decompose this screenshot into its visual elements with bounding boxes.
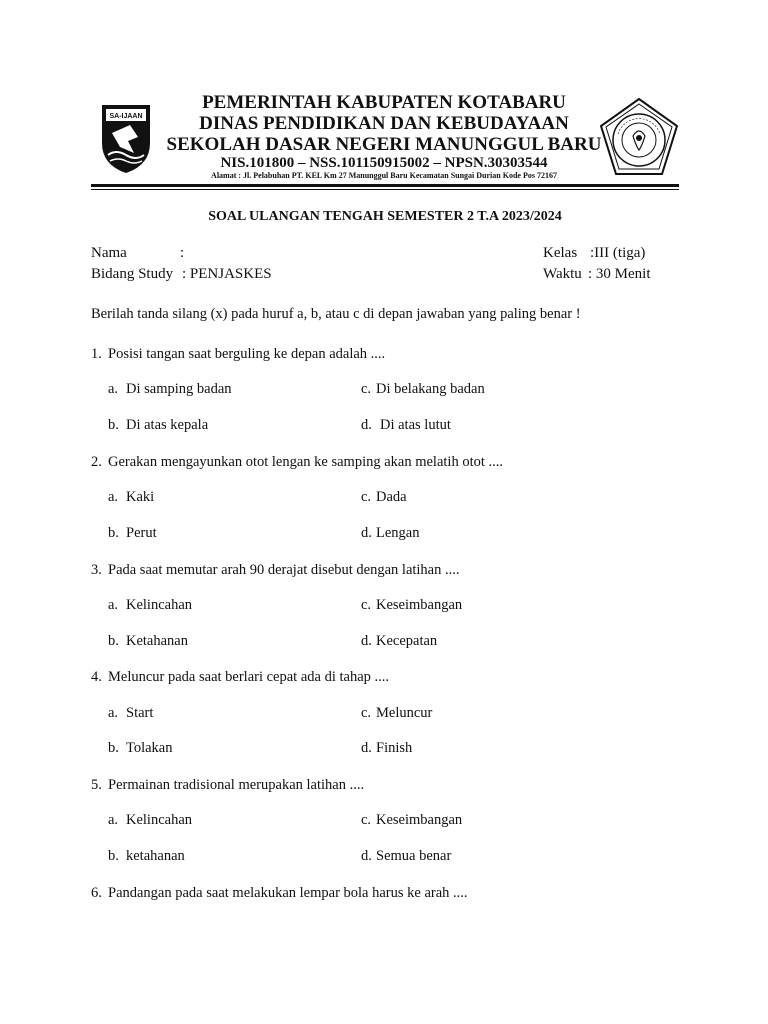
question-text: Pada saat memutar arah 90 derajat disebut dengan latihan ....	[108, 562, 460, 578]
question-number: 6.	[91, 885, 102, 901]
option-d: Di atas lutut	[380, 417, 451, 433]
option-letter: a.	[108, 812, 119, 828]
question-text: Permainan tradisional merupakan latihan ....	[108, 777, 365, 793]
header-government: PEMERINTAH KABUPATEN KOTABARU	[202, 92, 566, 113]
option-a: Start	[126, 705, 154, 721]
option-letter: c.	[361, 489, 372, 505]
question-number: 3.	[91, 562, 102, 578]
kelas-value: :III (tiga)	[590, 245, 646, 261]
header-divider-thin	[91, 189, 679, 190]
option-d: Lengan	[376, 525, 420, 541]
header-ids: NIS.101800 – NSS.101150915002 – NPSN.30303544	[220, 155, 548, 171]
nama-label: Nama	[91, 245, 127, 261]
option-letter: c.	[361, 705, 372, 721]
svg-text:SA-IJAAN: SA-IJAAN	[109, 113, 143, 120]
question-number: 5.	[91, 777, 102, 793]
question-text: Meluncur pada saat berlari cepat ada di tahap ....	[108, 669, 390, 685]
option-a: Kelincahan	[126, 597, 193, 613]
option-b: Tolakan	[126, 740, 173, 756]
question-text: Gerakan mengayunkan otot lengan ke samping akan melatih otot ....	[108, 454, 504, 470]
option-c: Meluncur	[376, 705, 433, 721]
header-school: SEKOLAH DASAR NEGERI MANUNGGUL BARU	[166, 134, 602, 155]
regency-emblem-logo	[100, 103, 152, 175]
nama-separator: :	[180, 245, 185, 261]
question-text: Posisi tangan saat berguling ke depan adalah ....	[108, 346, 386, 362]
option-letter: d.	[361, 633, 372, 649]
option-c: Dada	[376, 489, 407, 505]
header-department: DINAS PENDIDIKAN DAN KEBUDAYAAN	[199, 113, 569, 134]
option-b: Perut	[126, 525, 157, 541]
question-number: 1.	[91, 346, 102, 362]
option-a: Kelincahan	[126, 812, 193, 828]
option-d: Finish	[376, 740, 413, 756]
bidang-value: : PENJASKES	[182, 266, 272, 282]
option-letter: d.	[361, 525, 372, 541]
option-letter: b.	[108, 740, 119, 756]
option-letter: d.	[361, 417, 372, 433]
option-letter: d.	[361, 740, 372, 756]
option-c: Keseimbangan	[376, 597, 463, 613]
question-number: 2.	[91, 454, 102, 470]
option-b: Ketahanan	[126, 633, 188, 649]
waktu-label: Waktu	[543, 266, 582, 282]
option-d: Kecepatan	[376, 633, 438, 649]
instruction-text: Berilah tanda silang (x) pada huruf a, b, atau c di depan jawaban yang paling benar !	[91, 306, 581, 322]
option-a: Di samping badan	[126, 381, 232, 397]
question-text: Pandangan pada saat melakukan lempar bola harus ke arah ....	[108, 885, 468, 901]
option-c: Keseimbangan	[376, 812, 463, 828]
header-divider-thick	[91, 184, 679, 187]
option-letter: c.	[361, 812, 372, 828]
option-letter: b.	[108, 525, 119, 541]
option-letter: a.	[108, 597, 119, 613]
option-letter: c.	[361, 597, 372, 613]
option-letter: c.	[361, 381, 372, 397]
option-letter: b.	[108, 633, 119, 649]
exam-title: SOAL ULANGAN TENGAH SEMESTER 2 T.A 2023/2024	[208, 209, 562, 224]
option-letter: a.	[108, 489, 119, 505]
option-b: Di atas kepala	[126, 417, 209, 433]
option-letter: a.	[108, 381, 119, 397]
option-letter: b.	[108, 848, 119, 864]
kelas-label: Kelas	[543, 245, 578, 261]
option-d: Semua benar	[376, 848, 452, 864]
option-letter: a.	[108, 705, 119, 721]
bidang-label: Bidang Study	[91, 266, 174, 282]
option-letter: d.	[361, 848, 372, 864]
question-number: 4.	[91, 669, 102, 685]
option-c: Di belakang badan	[376, 381, 485, 397]
option-letter: b.	[108, 417, 119, 433]
waktu-value: : 30 Menit	[588, 266, 651, 282]
header-address: Alamat : Jl. Pelabuhan PT. KEL Km 27 Manunggul Baru Kecamatan Sungai Durian Kode Pos 72167	[211, 171, 557, 180]
option-b: ketahanan	[126, 848, 185, 864]
option-a: Kaki	[126, 489, 155, 505]
